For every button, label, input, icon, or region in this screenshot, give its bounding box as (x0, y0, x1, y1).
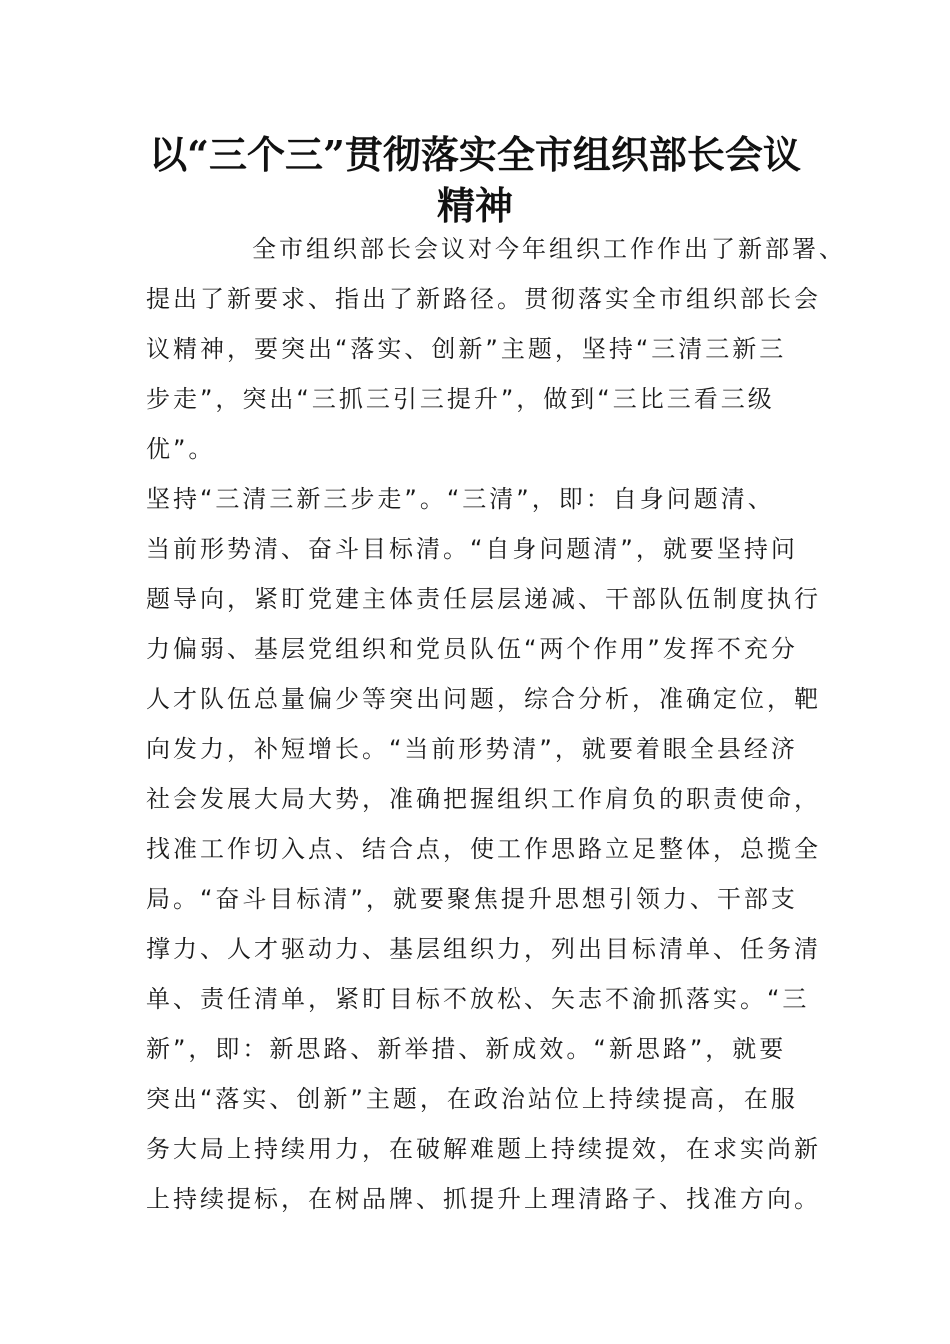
text-line: 全市组织部长会议对今年组织工作作出了新部署、 (252, 235, 846, 263)
text-line: 优”。 (146, 435, 216, 463)
text-line: 向发力，补短增长。“当前形势清”，就要着眼全县经济 (146, 735, 798, 763)
text-line: 力偏弱、基层党组织和党员队伍“两个作用”发挥不充分 (146, 635, 798, 663)
text-line: 坚持“三清三新三步走”。“三清”，即：自身问题清、 (146, 485, 775, 513)
text-line: 撑力、人才驱动力、基层组织力，列出目标清单、任务清 (146, 935, 821, 963)
text-line: 议精神，要突出“落实、创新”主题，坚持“三清三新三 (146, 335, 787, 363)
text-line: 人才队伍总量偏少等突出问题，综合分析，准确定位，靶 (146, 685, 821, 713)
text-line: 突出“落实、创新”主题，在政治站位上持续提高，在服 (146, 1085, 798, 1113)
document-title-line-1: 以“三个三”贯彻落实全市组织部长会议 (149, 132, 801, 177)
text-line: 步走”，突出“三抓三引三提升”，做到“三比三看三级 (146, 385, 775, 413)
document-title-line-2: 精神 (436, 183, 513, 228)
text-line: 社会发展大局大势，准确把握组织工作肩负的职责使命， (146, 785, 821, 813)
text-line: 单、责任清单，紧盯目标不放松、矢志不渝抓落实。“三 (146, 985, 810, 1013)
text-line: 局。“奋斗目标清”，就要聚焦提升思想引领力、干部支 (146, 885, 798, 913)
text-line: 找准工作切入点、结合点，使工作思路立足整体，总揽全 (146, 835, 821, 863)
text-line: 提出了新要求、指出了新路径。贯彻落实全市组织部长会 (146, 285, 821, 313)
text-line: 新”，即：新思路、新举措、新成效。“新思路”，就要 (146, 1035, 787, 1063)
text-line: 当前形势清、奋斗目标清。“自身问题清”，就要坚持问 (146, 535, 798, 563)
text-line: 上持续提标，在树品牌、抓提升上理清路子、找准方向。 (146, 1185, 821, 1213)
text-line: 题导向，紧盯党建主体责任层层递减、干部队伍制度执行 (146, 585, 821, 613)
text-line: 务大局上持续用力，在破解难题上持续提效，在求实尚新 (146, 1135, 821, 1163)
